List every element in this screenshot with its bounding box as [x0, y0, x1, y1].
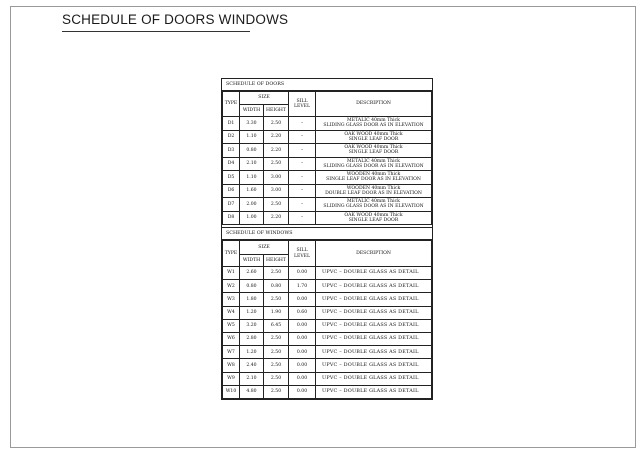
window-row: [223, 319, 432, 332]
door-description-line2: SLIDING GLASS DOOR AS IN ELEVATION: [323, 163, 424, 169]
title-underline: [62, 31, 250, 32]
door-sill: –: [289, 117, 316, 131]
window-row: [223, 306, 432, 319]
door-sill: –: [289, 184, 316, 198]
doors-sill-header-line1: SILL: [296, 98, 308, 104]
window-width: 4.80: [240, 385, 264, 398]
window-description: UPVC – DOUBLE GLASS AS DETAIL: [316, 372, 432, 385]
window-sill: 1.70: [289, 280, 316, 293]
doors-description-header: DESCRIPTION: [316, 92, 432, 117]
window-sill: 0.00: [289, 319, 316, 332]
door-description: [316, 171, 432, 185]
door-description-line1: WOODEN 40mm Thick: [346, 172, 401, 178]
door-description-line2: DOUBLE LEAF DOOR AS IN ELEVATION: [325, 190, 422, 196]
door-type: D7: [223, 198, 240, 212]
schedule-sheet: [221, 78, 433, 400]
windows-section-title: SCHEDULE OF WINDOWS: [222, 228, 432, 240]
window-type: W3: [223, 293, 240, 306]
door-height: 2.20: [264, 144, 289, 158]
window-type: W5: [223, 319, 240, 332]
window-type: W6: [223, 332, 240, 345]
door-type: D4: [223, 157, 240, 171]
window-sill: 0.00: [289, 372, 316, 385]
doors-sill-header: [289, 92, 316, 117]
window-row: [223, 385, 432, 398]
window-type: W8: [223, 359, 240, 372]
windows-description-header: DESCRIPTION: [316, 241, 432, 267]
window-type: W7: [223, 346, 240, 359]
window-description: UPVC – DOUBLE GLASS AS DETAIL: [316, 346, 432, 359]
door-width: 1.60: [240, 184, 264, 198]
windows-height-header: HEIGHT: [264, 255, 289, 267]
window-width: 1.20: [240, 306, 264, 319]
windows-header-row: [223, 241, 432, 255]
door-type: D3: [223, 144, 240, 158]
door-row: [223, 184, 432, 198]
window-row: [223, 359, 432, 372]
window-sill: 0.00: [289, 359, 316, 372]
door-sill: –: [289, 171, 316, 185]
door-description: [316, 130, 432, 144]
door-row: [223, 144, 432, 158]
door-description-line1: WOODEN 40mm Thick: [346, 185, 401, 191]
door-sill: –: [289, 144, 316, 158]
window-type: W9: [223, 372, 240, 385]
page-title: SCHEDULE OF DOORS WINDOWS: [62, 12, 289, 27]
window-height: 2.50: [264, 332, 289, 345]
windows-type-header: TYPE: [223, 241, 240, 267]
doors-width-header: WIDTH: [240, 105, 264, 117]
door-height: 3.00: [264, 171, 289, 185]
window-row: [223, 280, 432, 293]
window-width: 3.20: [240, 319, 264, 332]
doors-table: [222, 91, 432, 225]
door-description-line2: SINGLE LEAF DOOR: [348, 217, 399, 223]
window-row: [223, 332, 432, 345]
window-width: 0.80: [240, 280, 264, 293]
window-height: 2.50: [264, 385, 289, 398]
window-description: UPVC – DOUBLE GLASS AS DETAIL: [316, 267, 432, 280]
window-width: 1.80: [240, 293, 264, 306]
door-description: [316, 184, 432, 198]
door-description-line2: SINGLE LEAF DOOR: [348, 150, 399, 156]
window-description: UPVC – DOUBLE GLASS AS DETAIL: [316, 293, 432, 306]
door-height: 2.50: [264, 157, 289, 171]
window-height: 2.50: [264, 293, 289, 306]
window-description: UPVC – DOUBLE GLASS AS DETAIL: [316, 280, 432, 293]
door-row: [223, 171, 432, 185]
window-height: 2.50: [264, 267, 289, 280]
door-type: D1: [223, 117, 240, 131]
door-description-line1: METALIC 40mm Thick: [347, 158, 400, 164]
door-sill: –: [289, 198, 316, 212]
door-description: [316, 211, 432, 225]
window-sill: 0.00: [289, 346, 316, 359]
door-description-line2: SLIDING GLASS DOOR AS IN ELEVATION: [323, 123, 424, 129]
door-width: 0.80: [240, 144, 264, 158]
window-type: W4: [223, 306, 240, 319]
door-type: D6: [223, 184, 240, 198]
window-width: 2.60: [240, 267, 264, 280]
doors-sill-header-line2: LEVEL: [293, 104, 311, 109]
windows-table: [222, 240, 432, 399]
door-row: [223, 157, 432, 171]
door-description-line1: METALIC 40mm Thick: [347, 199, 400, 205]
window-description: UPVC – DOUBLE GLASS AS DETAIL: [316, 319, 432, 332]
windows-size-header: SIZE: [240, 241, 289, 255]
window-description: UPVC – DOUBLE GLASS AS DETAIL: [316, 332, 432, 345]
window-width: 2.40: [240, 359, 264, 372]
window-description: UPVC – DOUBLE GLASS AS DETAIL: [316, 359, 432, 372]
window-width: 2.10: [240, 372, 264, 385]
door-height: 2.20: [264, 130, 289, 144]
door-description: [316, 157, 432, 171]
door-height: 2.50: [264, 198, 289, 212]
doors-size-header: SIZE: [240, 92, 289, 105]
windows-sill-header-line1: SILL: [296, 248, 308, 254]
door-sill: –: [289, 211, 316, 225]
window-row: [223, 293, 432, 306]
door-width: 1.00: [240, 211, 264, 225]
window-type: W10: [223, 385, 240, 398]
window-height: 1.90: [264, 306, 289, 319]
door-sill: –: [289, 130, 316, 144]
window-height: 0.80: [264, 280, 289, 293]
window-height: 2.50: [264, 346, 289, 359]
doors-section-title: SCHEDULE OF DOORS: [222, 79, 432, 91]
door-width: 1.10: [240, 171, 264, 185]
door-description-line1: OAK WOOD 40mm Thick: [344, 212, 403, 218]
window-type: W2: [223, 280, 240, 293]
door-description-line1: OAK WOOD 40mm Thick: [344, 145, 403, 151]
doors-height-header: HEIGHT: [264, 105, 289, 117]
door-row: [223, 198, 432, 212]
window-description: UPVC – DOUBLE GLASS AS DETAIL: [316, 306, 432, 319]
door-height: 2.50: [264, 117, 289, 131]
door-description: [316, 144, 432, 158]
door-description-line2: SINGLE LEAF DOOR: [348, 136, 399, 142]
window-width: 1.20: [240, 346, 264, 359]
door-type: D5: [223, 171, 240, 185]
window-sill: 0.00: [289, 332, 316, 345]
window-height: 2.50: [264, 372, 289, 385]
window-height: 2.50: [264, 359, 289, 372]
windows-width-header: WIDTH: [240, 255, 264, 267]
door-row: [223, 130, 432, 144]
door-width: 3.30: [240, 117, 264, 131]
door-sill: –: [289, 157, 316, 171]
windows-sill-header-line2: LEVEL: [293, 253, 311, 259]
doors-header-row: [223, 92, 432, 105]
windows-sill-header: [289, 241, 316, 267]
window-row: [223, 346, 432, 359]
door-description-line2: SLIDING GLASS DOOR AS IN ELEVATION: [323, 204, 424, 210]
window-height: 6.45: [264, 319, 289, 332]
window-width: 2.80: [240, 332, 264, 345]
window-type: W1: [223, 267, 240, 280]
door-width: 1.10: [240, 130, 264, 144]
doors-type-header: TYPE: [223, 92, 240, 117]
window-sill: 0.00: [289, 267, 316, 280]
window-row: [223, 267, 432, 280]
window-description: UPVC – DOUBLE GLASS AS DETAIL: [316, 385, 432, 398]
door-height: 3.00: [264, 184, 289, 198]
door-row: [223, 211, 432, 225]
door-width: 2.10: [240, 157, 264, 171]
window-sill: 0.60: [289, 306, 316, 319]
door-height: 2.20: [264, 211, 289, 225]
window-sill: 0.00: [289, 293, 316, 306]
door-description-line1: OAK WOOD 40mm Thick: [344, 131, 403, 137]
door-type: D2: [223, 130, 240, 144]
door-description: [316, 117, 432, 131]
window-sill: 0.00: [289, 385, 316, 398]
door-description: [316, 198, 432, 212]
door-width: 2.00: [240, 198, 264, 212]
door-type: D8: [223, 211, 240, 225]
door-row: [223, 117, 432, 131]
window-row: [223, 372, 432, 385]
door-description-line2: SINGLE LEAF DOOR AS IN ELEVATION: [326, 177, 421, 183]
door-description-line1: METALIC 40mm Thick: [347, 118, 400, 124]
